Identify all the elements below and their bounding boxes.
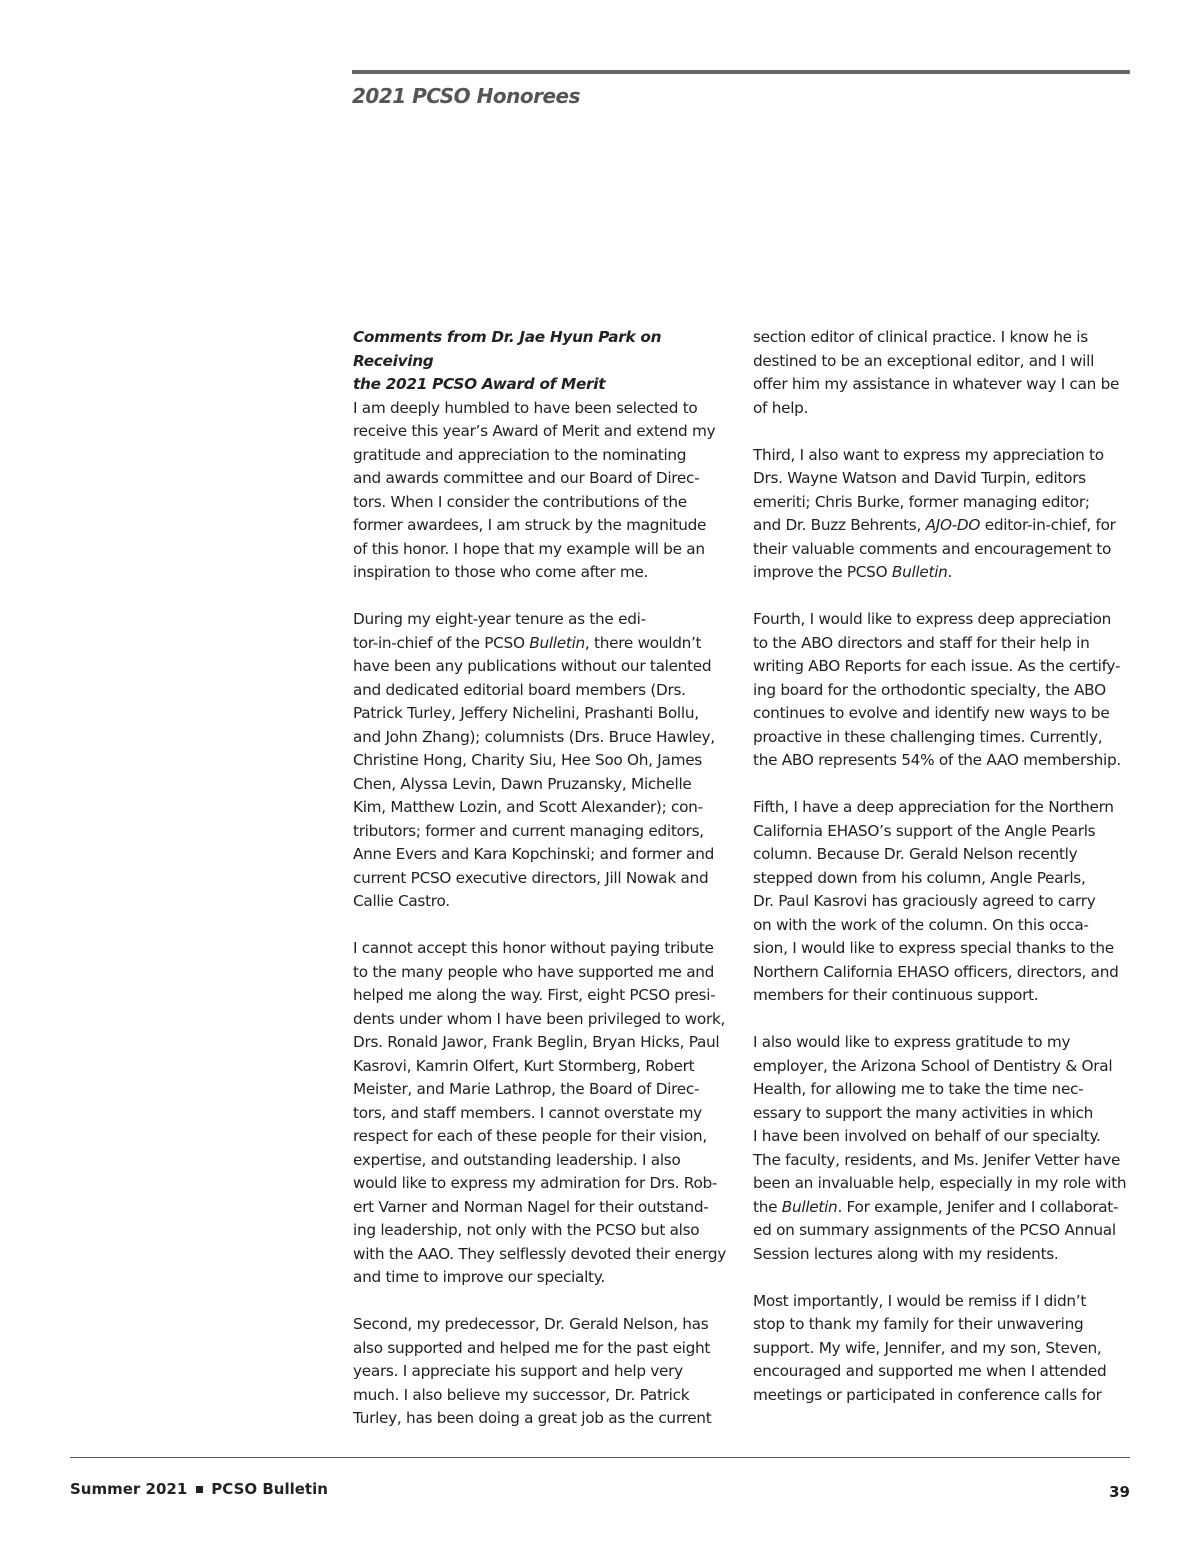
paragraph: During my eight-year tenure as the edi- tor-in-chief of the PCSO Bulletin, there wouldn’t have been any publications without our talented and dedicated editorial board members (Drs. Patrick Turley, Jeffery Nichelini, Prashanti Bollu, and John Zhang); columnists (Drs. Bruce Hawley, Christine Hong, Charity Siu, Hee Soo Oh, James Chen, Alyssa Levin, Dawn Pruzansky, Michelle Kim, Matthew Lozin, and Scott Alexander); con- tributors; former and current managing editors, Anne Evers and Kara Kopchinski; and former and current PCSO executive directors, Jill Nowak and Callie Castro.	[353, 610, 715, 910]
square-bullet-icon	[196, 1486, 203, 1493]
paragraph: Third, I also want to express my appreciation to Drs. Wayne Watson and David Turpin, editors emeriti; Chris Burke, former managing editor; and Dr. Buzz Behrents, AJO-DO editor-in-chief, for their valuable comments and encouragement to improve the PCSO Bulletin.	[753, 445, 1116, 581]
article-right-column	[753, 326, 1131, 1407]
paragraph: Most importantly, I would be remiss if I didn’t stop to thank my family for their unwavering support. My wife, Jennifer, and my son, Steven, encouraged and supported me when I attended meetings or participated in conference calls for	[753, 1291, 1107, 1404]
footer-issue: Summer 2021	[70, 1480, 188, 1498]
top-rule	[352, 70, 1130, 74]
paragraph: Fifth, I have a deep appreciation for the Northern California EHASO’s support of the Angle Pearls column. Because Dr. Gerald Nelson recently stepped down from his column, Angle Pearls, Dr. Paul Kasrovi has graciously agreed to carry on with the work of the column. On this occa- sion, I would like to express special thanks to the Northern California EHASO officers, directors, and members for their continuous support.	[753, 798, 1119, 1004]
paragraph: section editor of clinical practice. I know he is destined to be an exceptional editor, and I will offer him my assistance in whatever way I can be of help.	[753, 328, 1120, 417]
paragraph: Second, my predecessor, Dr. Gerald Nelson, has also supported and helped me for the past eight years. I appreciate his support and help very much. I also believe my successor, Dr. Patrick Turley, has been doing a great job as the current	[353, 1315, 712, 1427]
paragraph: I am deeply humbled to have been selected to receive this year’s Award of Merit and extend my gratitude and appreciation to the nominating and awards committee and our Board of Direc- tors. When I consider the contributions of the former awardees, I am struck by the magnitude of this honor. I hope that my example will be an inspiration to those who come after me.	[353, 398, 716, 581]
article-left-column	[353, 326, 731, 1431]
paragraph: Fourth, I would like to express deep appreciation to the ABO directors and staff for their help in writing ABO Reports for each issue. As the certify- ing board for the orthodontic specialty, the ABO continues to evolve and identify new ways to be proactive in these challenging times. Currently, the ABO represents 54% of the AAO membership.	[753, 610, 1121, 769]
paragraph: I cannot accept this honor without paying tribute to the many people who have supported me and helped me along the way. First, eight PCSO presi- dents under whom I have been privileged to work, Drs. Ronald Jawor, Frank Beglin, Bryan Hicks, Paul Kasrovi, Kamrin Olfert, Kurt Stormberg, Robert Meister, and Marie Lathrop, the Board of Direc- tors, and staff members. I cannot overstate my respect for each of these people for their vision, expertise, and outstanding leadership. I also would like to express my admiration for Drs. Rob- ert Varner and Norman Nagel for their outstand- ing leadership, not only with the PCSO but also with the AAO. They selflessly devoted their energy and time to improve our specialty.	[353, 939, 726, 1286]
footer-issue-line	[70, 1480, 328, 1498]
page-number: 39	[1109, 1483, 1130, 1501]
footer-publication: PCSO Bulletin	[211, 1480, 328, 1498]
footer-rule	[70, 1457, 1130, 1458]
paragraph: I also would like to express gratitude to my employer, the Arizona School of Dentistry & Oral Health, for allowing me to take the time nec- essary to support the many activities in which I have been involved on behalf of our specialty. The faculty, residents, and Ms. Jenifer Vetter have been an invaluable help, especially in my role with the Bulletin. For example, Jenifer and I collaborat- ed on summary assignments of the PCSO Annual Session lectures along with my residents.	[753, 1033, 1127, 1263]
article-heading: Comments from Dr. Jae Hyun Park on Receiving the 2021 PCSO Award of Merit	[353, 328, 662, 393]
section-title: 2021 PCSO Honorees	[352, 84, 580, 108]
